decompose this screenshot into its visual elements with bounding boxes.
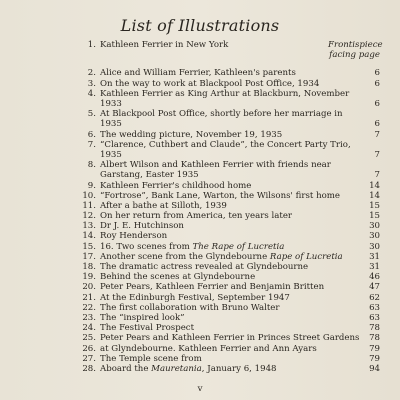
item-number: 10. bbox=[82, 190, 96, 201]
illustrations-list bbox=[80, 40, 383, 384]
item-page: 14 bbox=[369, 190, 380, 201]
list-item bbox=[80, 364, 380, 374]
list-item bbox=[80, 191, 380, 201]
item-page: 15 bbox=[369, 200, 380, 211]
item-text: Kathleen Ferrier's childhood home bbox=[100, 180, 252, 191]
list-item bbox=[80, 282, 380, 292]
item-page: 30 bbox=[369, 231, 380, 242]
item-number: 22. bbox=[82, 302, 96, 313]
item-number: 15. bbox=[82, 241, 96, 252]
item-text: 16. Two scenes from The Rape of Lucretia bbox=[100, 241, 285, 252]
item-number: 25. bbox=[82, 333, 96, 344]
item-number: 6. bbox=[87, 129, 96, 140]
item-number: 24. bbox=[82, 323, 96, 334]
item-text: At the Edinburgh Festival, September 1947 bbox=[100, 292, 290, 303]
item-number: 14. bbox=[82, 231, 96, 242]
item-page: 6 bbox=[374, 68, 380, 79]
item-text: The Festival Prospect bbox=[100, 323, 195, 334]
item-page: Frontispiece facing page bbox=[328, 40, 383, 61]
list-item bbox=[80, 272, 380, 282]
item-page: 31 bbox=[369, 251, 380, 262]
item-page: 62 bbox=[369, 292, 380, 303]
list-item bbox=[80, 231, 380, 241]
item-page: 15 bbox=[369, 211, 380, 222]
item-page: 46 bbox=[369, 272, 380, 283]
list-item bbox=[80, 211, 380, 221]
item-number: 11. bbox=[82, 200, 96, 211]
item-number: 27. bbox=[82, 353, 96, 364]
list-item bbox=[80, 181, 380, 191]
item-text: The Temple scene from bbox=[100, 353, 202, 364]
item-page: 30 bbox=[369, 221, 380, 232]
list-item bbox=[80, 140, 380, 160]
item-number: 4. bbox=[87, 88, 96, 99]
item-number: 3. bbox=[87, 78, 96, 89]
item-text: Dr J. E. Hutchinson bbox=[100, 221, 184, 232]
item-number: 9. bbox=[87, 180, 96, 191]
item-text: At Blackpool Post Office, shortly before her marriage in 1935 bbox=[100, 109, 343, 130]
item-number: 12. bbox=[82, 211, 96, 222]
item-text: The dramatic actress revealed at Glyndebourne bbox=[100, 262, 309, 273]
item-number: 28. bbox=[82, 363, 96, 374]
item-page: 47 bbox=[369, 282, 380, 293]
item-page: 63 bbox=[369, 312, 380, 323]
item-page: 63 bbox=[369, 302, 380, 313]
list-item bbox=[80, 242, 380, 252]
item-number: 7. bbox=[87, 139, 96, 150]
page-title: List of Illustrations bbox=[120, 16, 280, 35]
list-item bbox=[80, 130, 380, 140]
item-page: 7 bbox=[374, 149, 380, 160]
item-page: 94 bbox=[369, 363, 380, 374]
list-item bbox=[80, 323, 380, 333]
item-text: The first collaboration with Bruno Walter bbox=[100, 302, 280, 313]
item-text: On the way to work at Blackpool Post Office, 1934 bbox=[100, 78, 320, 89]
list-item bbox=[80, 68, 380, 78]
item-text: Peter Pears and Kathleen Ferrier in Princes Street Gardens bbox=[100, 333, 360, 344]
item-number: 8. bbox=[87, 160, 96, 171]
item-text: Alice and William Ferrier, Kathleen's parents bbox=[100, 68, 296, 79]
list-item bbox=[80, 252, 380, 262]
item-text: Kathleen Ferrier in New York bbox=[100, 40, 229, 50]
item-number: 2. bbox=[87, 68, 96, 79]
item-page: 7 bbox=[374, 170, 380, 181]
item-text: Aboard the Mauretania, January 6, 1948 bbox=[100, 363, 277, 374]
item-page: 79 bbox=[369, 343, 380, 354]
list-item bbox=[80, 374, 380, 384]
list-item bbox=[80, 262, 380, 272]
list-item bbox=[80, 40, 383, 61]
item-number: 5. bbox=[87, 109, 96, 120]
item-text: Kathleen Ferrier as King Arthur at Blackburn, November 1933 bbox=[100, 88, 350, 109]
page-number: v bbox=[197, 384, 203, 394]
item-number: 26. bbox=[82, 343, 96, 354]
item-text: “Fortrose”, Bank Lane, Warton, the Wilsons' first home bbox=[100, 190, 341, 201]
item-page: 14 bbox=[369, 180, 380, 191]
item-page: 78 bbox=[369, 333, 380, 344]
list-item bbox=[80, 344, 380, 354]
list-item bbox=[80, 160, 380, 180]
list-item bbox=[80, 293, 380, 303]
item-text: After a bathe at Silloth, 1939 bbox=[100, 200, 227, 211]
list-item bbox=[80, 109, 380, 129]
item-page: 7 bbox=[374, 129, 380, 140]
item-number: 19. bbox=[82, 272, 96, 283]
item-text: The wedding picture, November 19, 1935 bbox=[100, 129, 283, 140]
list-item bbox=[80, 221, 380, 231]
item-number: 20. bbox=[82, 282, 96, 293]
item-text: at Glyndebourne. Kathleen Ferrier and Ann Ayars bbox=[100, 343, 317, 354]
item-page: 6 bbox=[374, 119, 380, 130]
item-text: Behind the scenes at Glyndebourne bbox=[100, 272, 256, 283]
item-page: 78 bbox=[369, 323, 380, 334]
item-text: Another scene from the Glyndebourne Rape of Lucretia bbox=[100, 251, 343, 262]
item-number: 13. bbox=[82, 221, 96, 232]
item-page: 6 bbox=[374, 98, 380, 109]
item-text: “Clarence, Cuthbert and Claude”, the Concert Party Trio, 1935 bbox=[100, 139, 351, 160]
item-page: 6 bbox=[374, 78, 380, 89]
list-item bbox=[80, 79, 380, 89]
item-page: 31 bbox=[369, 262, 380, 273]
item-text: The “inspired look” bbox=[100, 312, 185, 323]
item-text: Albert Wilson and Kathleen Ferrier with friends near Garstang, Easter 1935 bbox=[100, 160, 331, 181]
list-item bbox=[80, 89, 380, 109]
list-item bbox=[80, 313, 380, 323]
list-item bbox=[80, 201, 380, 211]
item-page: 30 bbox=[369, 241, 380, 252]
item-number: 18. bbox=[82, 262, 96, 273]
item-number: 21. bbox=[82, 292, 96, 303]
item-number: 17. bbox=[82, 251, 96, 262]
list-item bbox=[80, 333, 380, 343]
item-text: On her return from America, ten years later bbox=[100, 211, 293, 222]
list-item bbox=[80, 303, 380, 313]
item-number: 1. bbox=[87, 40, 96, 50]
item-number: 23. bbox=[82, 312, 96, 323]
item-text: Peter Pears, Kathleen Ferrier and Benjamin Britten bbox=[100, 282, 325, 293]
list-item bbox=[80, 354, 380, 364]
item-page: 79 bbox=[369, 353, 380, 364]
item-text: Roy Henderson bbox=[100, 231, 168, 242]
